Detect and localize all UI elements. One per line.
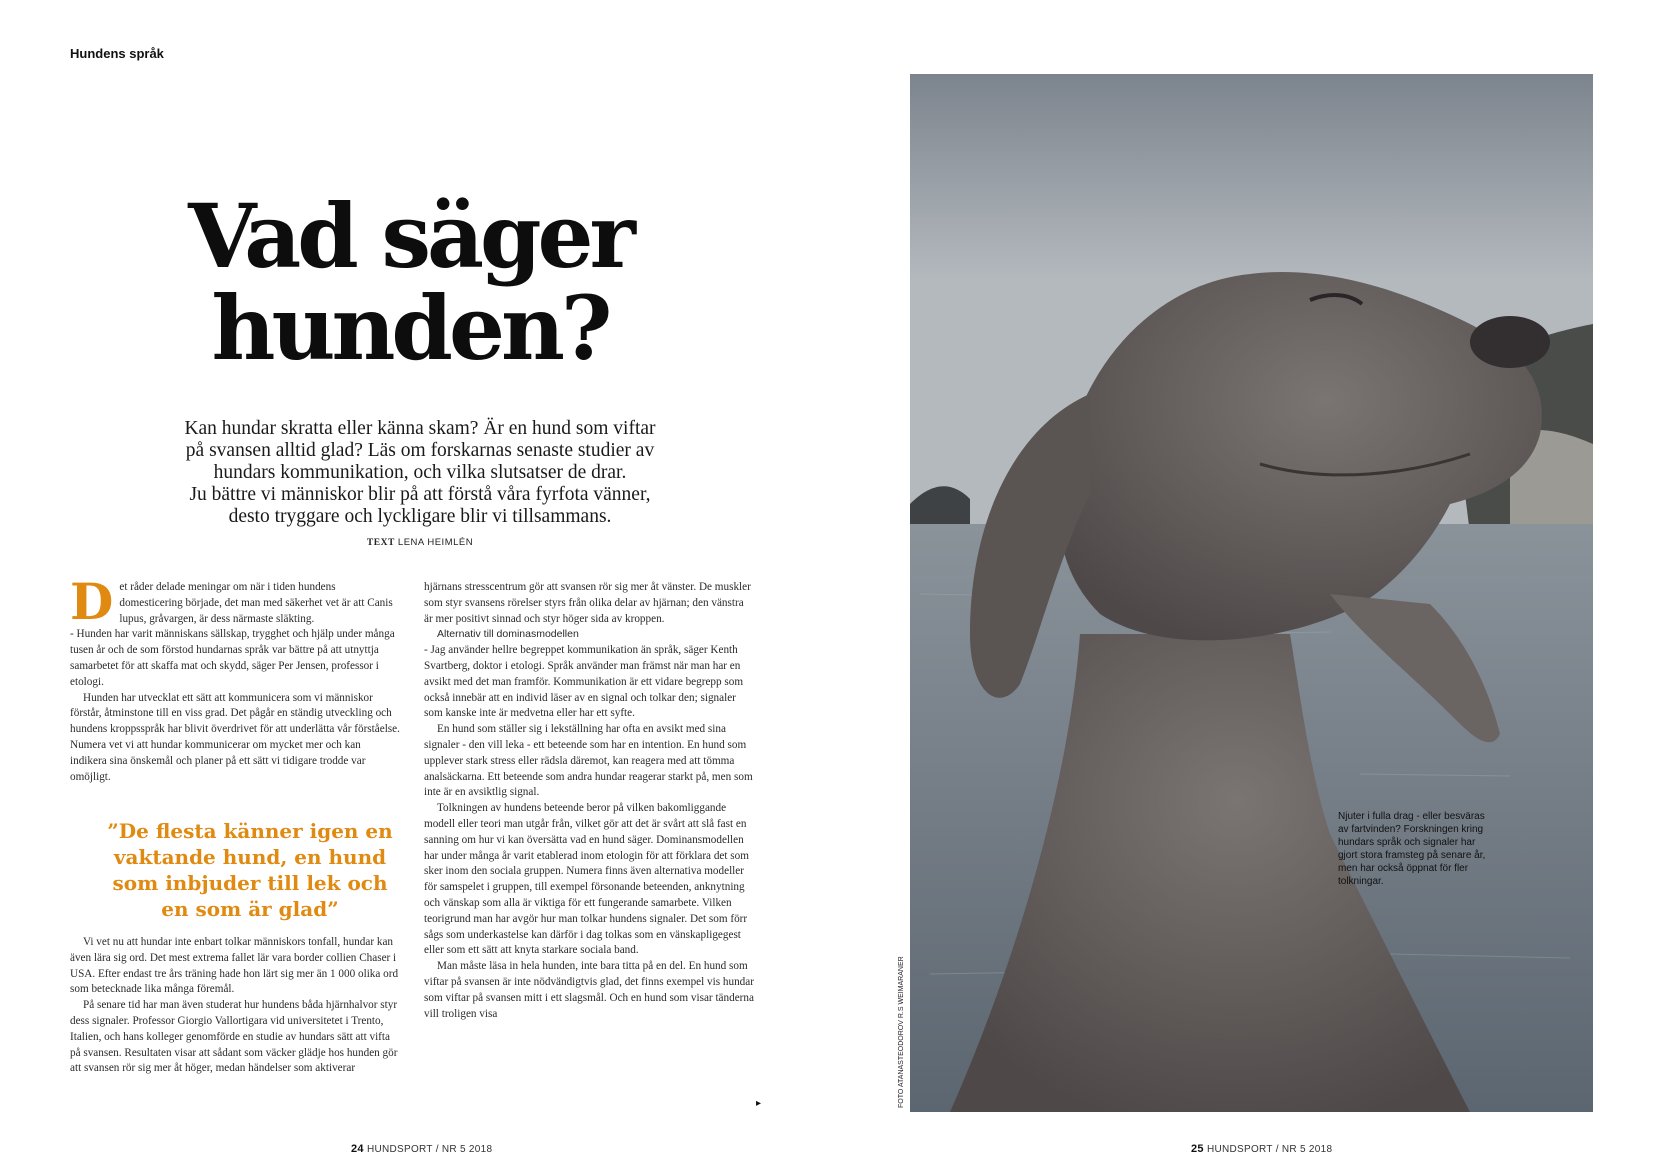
body-paragraph: - Hunden har varit människans sällskap, trygghet och hjälp under många tusen år och de som förstod hundarnas språk var bättre på att utnyttja samarbetet för att skaffa mat och skydd, säger Per Jensen, professor i etologi. [70,628,395,688]
body-paragraph: Vi vet nu att hundar inte enbart tolkar människors tonfall, hundar kan även lära sig ord. Det mest extrema fallet lär vara border collien Chaser i USA. Efter endast tre års träning hade hon lärt sig mer än 1 000 olika ord som betecknade lika många föremål. [70,936,399,996]
body-paragraph: En hund som ställer sig i lekställning har ofta en avsikt med sina signaler - den vill leka - ett beteende som har en intention. En hund som upplever stark stress eller rädsla däremot, kan reagera med att tömma analsäckarna. Ett beteende som andra hundar reagerar starkt på, men som inte är en avsiktlig signal. [424,723,753,799]
body-paragraph: På senare tid har man även studerat hur hundens båda hjärnhalvor styr dess signaler. Professor Giorgio Vallortigara vid universitetet i Trento, Italien, och hans kolleger genomförde en studie av hundars sätt att vifta på svansen. Resultaten visar att sådant som väcker glädje hos hunden gör att svansen rör sig mer åt höger, medan händelser som aktiverar [70,999,398,1075]
folio-text: HUNDSPORT / NR 5 2018 [1206,1144,1333,1155]
body-paragraph: Hunden har utvecklat ett sätt att kommunicera som vi människor förstår, åtminstone till en viss grad. Det pågår en ständig utveckling och hundens kroppsspråk har blivit överdrivet för att underlätta vår förståelse. Numera vet vi att hundar kommunicerar om mycket mer och kan indikera sina önskemål och planer på ett sätt vi tidigare trodde var omöjligt. [70,691,400,783]
lead-line: på svansen alltid glad? Läs om forskarnas senaste studier av [185,440,655,461]
body-paragraph: Tolkningen av hundens beteende beror på vilken bakomliggande modell eller teori man utgår från, vilket gör att det är svårt att slå fast en sanning om hur vi kan översätta vad en hund säger. Dominansmodellen har under många år varit etablerad inom etologin för att förklara det som sker inom den sociala gruppen. Numera finns även alternativa modeller för samspelet i gruppen, till exempel försonande beteenden, anknytning och vänskap som alla är viktiga för ett fungerande samarbete. Vilken teorigrund man har avgör hur man tolkar hundens signaler. Det som förr sågs som underkastelse kan därför i dag tolkas som en vänskapligegest eller som ett sätt att knyta starkare sociala band. [424,802,749,957]
lead-line: desto tryggare och lyckligare blir vi tillsammans. [228,506,612,527]
body-column-2 [424,580,754,1022]
photo-credit: FOTO ATANASTEODOROV R.S WEIMARANER [898,956,905,1108]
body-paragraph: Det råder delade meningar om när i tiden hundens domesticering började, det man med säkerhet vet är att Canis lupus, gråvargen, är dess närmaste släkting. [70,572,393,631]
body-column-1-bottom [70,935,400,1077]
headline-line-2: hunden? [211,276,609,380]
byline [160,537,680,548]
lead-line: Kan hundar skratta eller känna skam? Är en hund som viftar [184,418,656,439]
dog-photo [910,74,1593,1112]
headline-line-1: Vad säger [188,184,632,288]
byline-label: TEXT [366,538,395,548]
pull-quote: ”De flesta känner igen en vaktande hund, en hund som inbjuder till lek och en som är glad” [107,819,393,921]
byline-author: LENA HEIMLÉN [397,537,474,548]
lead-paragraph [160,418,680,528]
headline [130,184,690,380]
folio-right [1191,1143,1332,1155]
body-paragraph: Man måste läsa in hela hunden, inte bara titta på en del. En hund som viftar på svansen är inte nödvändigtvis glad, det finns exempel vis hundar som viftar på svansen mitt i ett slagsmål. Och en hund som visar tänderna vill troligen visa [424,960,754,1020]
folio-left [351,1143,492,1155]
subheading: Alternativ till dominasmodellen [437,628,579,641]
page-number: 24 [351,1143,364,1155]
lead-line: hundars kommunikation, och vilka slutsatser de drar. [213,462,627,483]
body-paragraph: hjärnans stresscentrum gör att svansen rör sig mer åt vänster. De muskler som styr svansens rörelser styrs från olika delar av hjärnan; den vänstra är mer positivt sinnad och styr höger sida av kroppen. [424,581,751,625]
page-number: 25 [1191,1143,1204,1155]
section-label: Hundens språk [70,46,164,61]
lead-line: Ju bättre vi människor blir på att förstå våra fyrfota vänner, [189,484,651,505]
folio-text: HUNDSPORT / NR 5 2018 [366,1144,493,1155]
photo-caption: Njuter i fulla drag - eller besväras av fartvinden? Forskningen kring hundars språk och signaler har gjort stora framsteg på senare år, men har också öppnat för fler tolkningar. [1338,811,1486,887]
continue-arrow-icon: ▸ [756,1098,762,1109]
drop-cap: D [70,572,114,631]
weimaraner-illustration [910,74,1593,1112]
body-paragraph: - Jag använder hellre begreppet kommunikation än språk, säger Kenth Svartberg, doktor i etologi. Språk använder man främst när man har en avsikt med det man framför. Kommunikation är ett vidare begrepp som också innebär att en individ läser av en signal och tolkar den; signaler som kanske inte är medvetna eller har ett syfte. [424,644,744,720]
body-column-1-top [70,572,400,785]
